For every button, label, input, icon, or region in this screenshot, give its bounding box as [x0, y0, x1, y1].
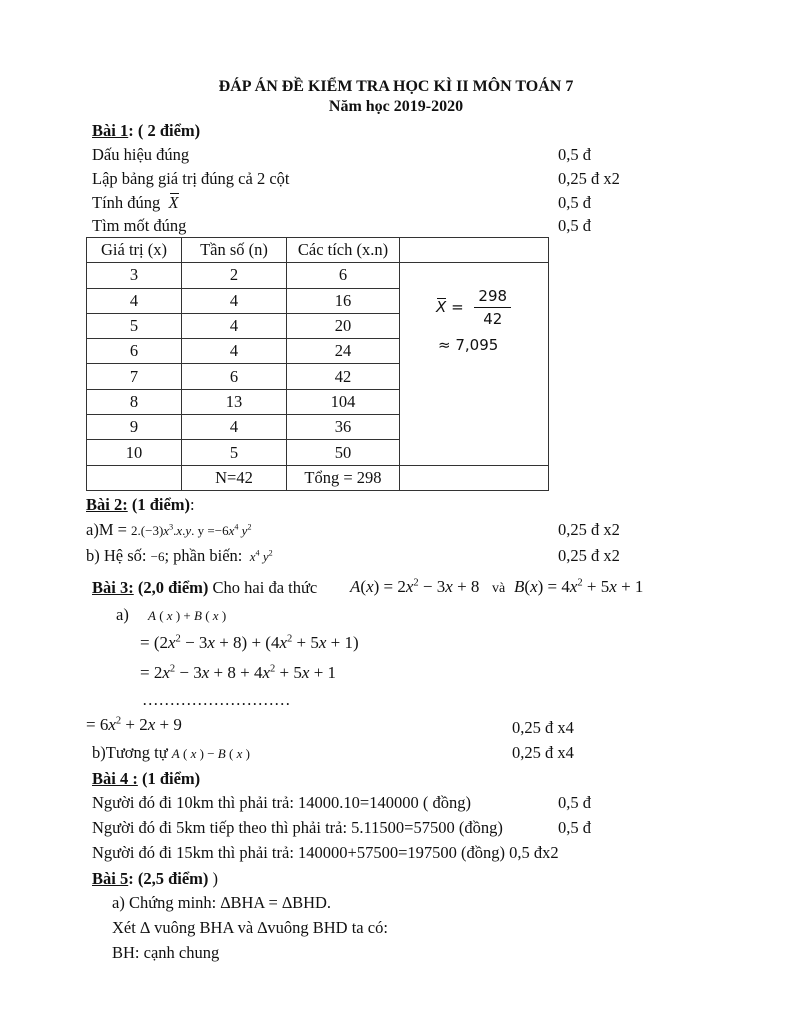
table-cell	[400, 465, 549, 490]
bai1-item-1-score: 0,5 đ	[558, 145, 591, 164]
bai1-heading-label: Bài 1	[92, 121, 129, 140]
polynomial-b: $B(x) = 4x^2 + 5x + 1$	[514, 577, 644, 596]
school-year: Năm học 2019-2020	[328, 98, 464, 115]
bai3-difference-expression: A ( x ) − B ( x )	[171, 746, 250, 761]
bai5-heading-tail: )	[208, 869, 219, 888]
bai3-step-1: = $(2x^2 - 3x + 8) + (4x^2 + 5x + 1)$	[140, 633, 359, 652]
table-footer-row	[87, 465, 549, 490]
table-cell: 104	[287, 389, 400, 414]
mean-symbol: X	[168, 193, 179, 212]
bai2-part-a-expression: $2.(-3)x^3.x.y$. $y =-6x^4$ $y^2$	[131, 522, 252, 538]
mean-formula-equals: =	[451, 298, 464, 317]
bai3-heading-label: Bài 3:	[92, 578, 134, 597]
bai5-heading	[92, 869, 218, 889]
bai4-heading-label: Bài 4 :	[92, 769, 138, 788]
bai3-part-b-score: 0,25 đ x4	[512, 743, 574, 762]
bai1-item-4: Tìm mốt đúng	[92, 216, 187, 235]
bai2-part-a-label: a)M =	[86, 520, 132, 539]
table-cell: 10	[87, 440, 182, 465]
bai5-line-1: a) Chứng minh: ∆BHA = ∆BHD.	[112, 893, 332, 912]
table-cell: 4	[182, 415, 287, 440]
bai1-item-2: Lập bảng giá trị đúng cả 2 cột	[92, 169, 290, 188]
bai3-step-2: = $2x^2 - 3x + 8 + 4x^2 + 5x + 1$	[140, 663, 337, 682]
bai4-line-3: Người đó đi 15km thì phải trả: 140000+57500=197500 (đồng) 0,5 đx2	[92, 843, 559, 862]
bai4-line-2-score: 0,5 đ	[558, 818, 591, 837]
bai3-part-b-label: b)Tương tự	[92, 743, 172, 762]
table-cell: 5	[182, 440, 287, 465]
table-cell: 36	[287, 415, 400, 440]
bai2-heading-label: Bài 2:	[86, 495, 128, 514]
table-cell: 20	[287, 313, 400, 338]
bai2-heading-points: (1 điểm)	[127, 495, 191, 514]
table-header-cell-empty	[400, 238, 549, 263]
table-cell: 4	[182, 288, 287, 313]
bai4-heading-points: (1 điểm)	[137, 769, 201, 788]
bai2-part-b-score: 0,25 đ x2	[558, 546, 620, 565]
bai1-item-1: Dấu hiệu đúng	[92, 145, 190, 164]
table-cell: 13	[182, 389, 287, 414]
bai3-heading	[92, 578, 317, 598]
table-header-cell: Giá trị (x)	[87, 238, 182, 263]
bai4-heading	[92, 769, 200, 789]
bai2-heading-colon: :	[190, 495, 195, 514]
table-cell-total-n: N=42	[182, 465, 287, 490]
bai2-part-b-label: b) Hệ số:	[86, 546, 151, 565]
table-cell: 24	[287, 339, 400, 364]
table-cell: 3	[87, 263, 182, 288]
bai4-line-2: Người đó đi 5km tiếp theo thì phải trả: 5.11500=57500 (đồng)	[92, 818, 503, 837]
bai3-heading-points: (2,0 điểm)	[133, 578, 209, 597]
bai1-item-4-score: 0,5 đ	[558, 216, 591, 235]
document-title: ĐÁP ÁN ĐỀ KIỂM TRA HỌC KÌ II MÔN TOÁN 7	[218, 78, 574, 95]
table-cell: 42	[287, 364, 400, 389]
mean-approx: ≈ 7,095	[438, 336, 499, 355]
bai3-result: = $6x^2 + 2x + 9$	[86, 715, 182, 734]
bai1-item-3-text: Tính đúng	[92, 193, 161, 212]
table-cell: 50	[287, 440, 400, 465]
table-cell: 16	[287, 288, 400, 313]
bai4-line-1: Người đó đi 10km thì phải trả: 14000.10=140000 ( đồng)	[92, 793, 471, 812]
bai3-part-a-label: a)	[116, 605, 129, 624]
polynomial-a: $A(x) = 2x^2 - 3x + 8$	[350, 577, 480, 596]
table-cell: 8	[87, 389, 182, 414]
table-cell: 9	[87, 415, 182, 440]
bai2-coefficient: −6	[150, 549, 165, 564]
bai3-dots: ………………………	[142, 690, 291, 709]
bai1-item-2-score: 0,25 đ x2	[558, 169, 620, 188]
bai5-heading-points: : (2,5 điểm)	[128, 869, 209, 888]
bai2-variable-part: $x^4$ $y^2$	[249, 548, 273, 564]
bai2-part-a	[86, 520, 251, 541]
bai3-intro: Cho hai đa thức	[208, 578, 318, 597]
mean-denominator: 42	[483, 310, 503, 329]
table-cell: 7	[87, 364, 182, 389]
bai1-item-3	[92, 193, 179, 213]
mean-cell	[400, 263, 549, 465]
bai3-part-b	[92, 743, 250, 764]
bai3-and: và	[492, 581, 506, 596]
table-header-row	[87, 238, 549, 263]
bai1-heading	[92, 121, 200, 141]
bai2-part-b	[86, 546, 273, 567]
mean-formula	[436, 287, 548, 354]
table-cell: 6	[182, 364, 287, 389]
table-header-cell: Tần số (n)	[182, 238, 287, 263]
table-cell: 4	[182, 313, 287, 338]
table-cell: 4	[87, 288, 182, 313]
bai5-heading-label: Bài 5	[92, 869, 129, 888]
table-row	[87, 263, 549, 288]
bai3-result-score: 0,25 đ x4	[512, 718, 574, 737]
bai2-part-b-sep: ; phần biến:	[164, 546, 247, 565]
table-cell: 2	[182, 263, 287, 288]
bai5-line-3: BH: cạnh chung	[112, 943, 220, 962]
table-header-cell: Các tích (x.n)	[287, 238, 400, 263]
bai3-sum-expression: A ( x ) + B ( x )	[148, 608, 227, 623]
mean-formula-symbol: X	[436, 298, 447, 317]
table-cell: 4	[182, 339, 287, 364]
bai4-line-1-score: 0,5 đ	[558, 793, 591, 812]
table-cell	[87, 465, 182, 490]
table-cell: 5	[87, 313, 182, 338]
mean-fraction	[474, 287, 511, 328]
bai1-item-3-score: 0,5 đ	[558, 193, 591, 212]
bai1-heading-points: : ( 2 điểm)	[128, 121, 201, 140]
table-cell: 6	[87, 339, 182, 364]
bai2-heading	[86, 495, 195, 515]
frequency-table	[86, 237, 549, 491]
bai2-part-a-score: 0,25 đ x2	[558, 520, 620, 539]
bai5-line-2: Xét ∆ vuông BHA và ∆vuông BHD ta có:	[112, 918, 388, 937]
table-cell: 6	[287, 263, 400, 288]
table-cell-total-product: Tổng = 298	[287, 465, 400, 490]
mean-numerator: 298	[474, 287, 511, 308]
